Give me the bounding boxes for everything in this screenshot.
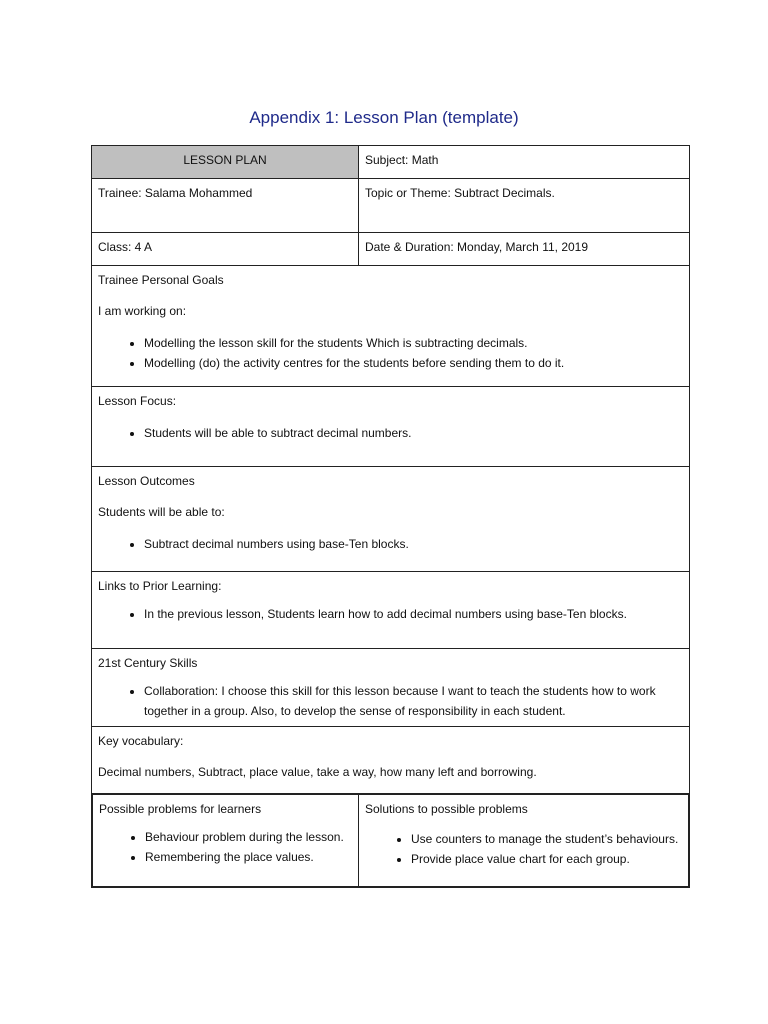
trainee-cell: Trainee: Salama Mohammed: [92, 179, 359, 233]
list-item: • Provide place value chart for each group.: [411, 849, 682, 869]
century-skills-list: [98, 681, 683, 721]
prior-learning-row: [92, 572, 690, 649]
lesson-focus-section: [92, 387, 690, 467]
personal-goals-section: [92, 266, 690, 387]
outcomes-list: [98, 534, 683, 554]
date-cell: Date & Duration: Monday, March 11, 2019: [359, 233, 690, 266]
prior-learning-heading: Links to Prior Learning:: [98, 579, 222, 593]
topic-cell: Topic or Theme: Subtract Decimals.: [359, 179, 690, 233]
outcomes-row: [92, 467, 690, 572]
personal-goals-heading: Trainee Personal Goals: [98, 273, 224, 287]
header-row-1: [92, 146, 690, 179]
problems-section: [93, 795, 359, 887]
problems-solutions-table: [92, 794, 689, 887]
solutions-section: [359, 795, 689, 887]
header-row-3: [92, 233, 690, 266]
problems-heading: Possible problems for learners: [99, 802, 262, 816]
list-item: • Behaviour problem during the lesson.: [145, 827, 352, 847]
personal-goals-row: [92, 266, 690, 387]
prior-learning-list: [98, 604, 683, 624]
lesson-focus-heading: Lesson Focus:: [98, 394, 177, 408]
header-row-2: [92, 179, 690, 233]
outcomes-heading: Lesson Outcomes: [98, 474, 195, 488]
list-item: • Use counters to manage the student’s behaviours.: [411, 829, 682, 849]
vocabulary-section: [92, 727, 690, 794]
list-item: • Modelling the lesson skill for the students Which is subtracting decimals.: [144, 333, 683, 353]
vocabulary-text: Decimal numbers, Subtract, place value, take a way, how many left and borrowing.: [98, 765, 537, 779]
prior-learning-section: [92, 572, 690, 649]
solutions-heading: Solutions to possible problems: [365, 802, 528, 816]
lesson-focus-row: [92, 387, 690, 467]
list-item: • Subtract decimal numbers using base-Ten blocks.: [144, 534, 683, 554]
subject-cell: Subject: Math: [359, 146, 690, 179]
century-skills-row: [92, 649, 690, 727]
lesson-plan-label: LESSON PLAN: [92, 146, 359, 179]
century-skills-section: [92, 649, 690, 727]
problems-list: [99, 827, 352, 867]
page-title: Appendix 1: Lesson Plan (template): [249, 108, 519, 127]
personal-goals-list: [98, 333, 683, 373]
problems-solutions-row: [92, 794, 690, 888]
personal-goals-intro: I am working on:: [98, 304, 187, 318]
problems-solutions-cell: [92, 794, 690, 888]
list-item: • Students will be able to subtract decimal numbers.: [144, 423, 683, 443]
class-cell: Class: 4 A: [92, 233, 359, 266]
outcomes-intro: Students will be able to:: [98, 505, 225, 519]
lesson-plan-table: [91, 145, 690, 888]
list-item: • In the previous lesson, Students learn how to add decimal numbers using base-Ten blocks.: [144, 604, 683, 624]
list-item: • Collaboration: I choose this skill for this lesson because I want to teach the students how to work together in a group. Also, to develop the sense of responsibility in each student.: [144, 681, 677, 721]
lesson-focus-list: [98, 423, 683, 443]
century-skills-heading: 21st Century Skills: [98, 656, 198, 670]
vocabulary-heading: Key vocabulary:: [98, 734, 184, 748]
list-item: • Remembering the place values.: [145, 847, 352, 867]
list-item: • Modelling (do) the activity centres for the students before sending them to do it.: [144, 353, 683, 373]
solutions-list: [365, 829, 682, 869]
vocabulary-row: [92, 727, 690, 794]
outcomes-section: [92, 467, 690, 572]
